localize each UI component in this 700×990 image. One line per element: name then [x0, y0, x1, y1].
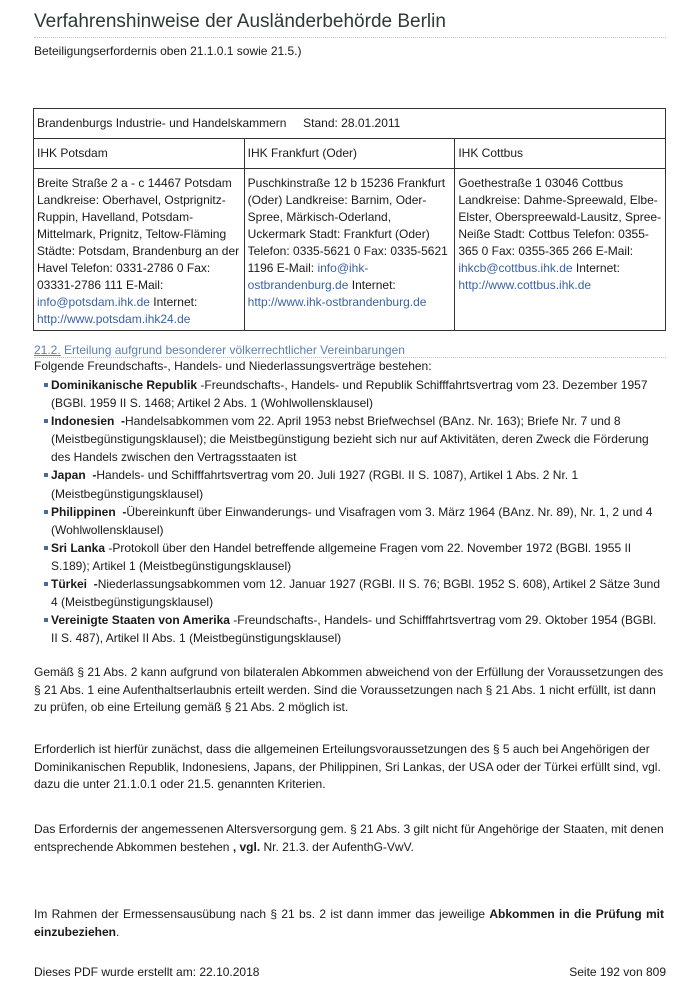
bullet-icon [44, 582, 48, 586]
treaty-text: Übereinkunft über Einwanderungs- und Visafragen vom 3. März 1964 (BAnz. Nr. 89), Nr. 1, 2 und 4 (Wohlwollensklausel) [51, 504, 653, 537]
ihk-table [33, 108, 666, 331]
intro-text: Beteiligungserfordernis oben 21.1.0.1 sowie 21.5.) [34, 44, 302, 58]
treaty-text: Handelsabkommen vom 22. April 1953 nebst Briefwechsel (BAnz. Nr. 163); Briefe Nr. 7 und 8 (Meistbegünstigungsklausel); die Meistbegünstigung bezieht sich nur auf Aktivitäten, deren Zweck die Förderung des Handels zwischen den Vertragsstaaten ist [51, 414, 649, 465]
ihk-cottbus-address: Goethestraße 1 03046 Cottbus Landkreise: Dahme-Spreewald, Elbe-Elster, Oberspreewald-Lausitz, Spree-Neiße Stadt: Cottbus Telefon: 0355-365 0 Fax: 0355-365 266 E-Mail: [458, 176, 662, 258]
ihk-frankfurt-url-link[interactable]: http://www.ihk-ostbrandenburg.de [247, 295, 427, 309]
ihk-cottbus-internet-label: Internet: [572, 261, 620, 275]
page-title: Verfahrenshinweise der Ausländerbehörde Berlin [34, 11, 446, 32]
ihk-frankfurt-internet-label: Internet: [348, 278, 396, 292]
ihk-frankfurt-email-link[interactable]: info@ihk-ostbrandenburg.de [247, 261, 369, 292]
treaty-text: -Freundschafts-, Handels- und Schifffahrtsvertrag vom 29. Oktober 1954 (BGBl. II S. 487), Artikel II Abs. 1 (Meistbegünstigungsklausel) [51, 613, 657, 646]
footer-page-number: Seite 192 von 809 [569, 965, 666, 979]
treaty-country: Dominikanische Republik [51, 378, 198, 392]
ihk-potsdam-email-link[interactable]: info@potsdam.ihk.de [37, 295, 150, 309]
ihk-table-caption-text: Brandenburgs Industrie- und Handelskammern Stand: 28.01.2011 [37, 116, 401, 130]
section-number-link[interactable]: 21.2. [34, 343, 61, 357]
title-divider [34, 37, 666, 38]
ihk-cell-cottbus [455, 169, 666, 331]
paragraph-3-bold: , vgl. [232, 839, 261, 854]
paragraph-1: Gemäß § 21 Abs. 2 kann aufgrund von bilateralen Abkommen abweichend von der Erfüllung der Voraussetzungen des § 21 Abs. 1 eine Aufenthaltserlaubnis erteilt werden. Sind die Voraussetzungen nach § 21 Abs. 1 nicht erfüllt, ist dann zu prüfen, ob eine Erteilung gemäß § 21 Abs. 2 möglich ist. [34, 665, 664, 714]
section-divider [34, 357, 666, 358]
treaty-country: Sri Lanka [51, 540, 106, 555]
treaty-country: Indonesien - [51, 414, 126, 429]
paragraph-2: Erforderlich ist hierfür zunächst, dass die allgemeinen Erteilungsvoraussetzungen des § 5 auch bei Angehörigen der Dominikanischen Republik, Indonesiens, Japans, der Philippinen, Sri Lankas, der USA oder der Türkei erfüllt sind, vgl. dazu die unter 21.1.0.1 oder 21.5. genannten Kriterien. [34, 742, 661, 791]
ihk-frankfurt-address: Puschkinstraße 12 b 15236 Frankfurt (Oder) Landkreise: Barnim, Oder-Spree, Märkisch-Oderland, Uckermark Stadt: Frankfurt (Oder) Telefon: 0335-5621 0 Fax: 0335-5621 1196 E-Mail: [247, 176, 448, 275]
ihk-potsdam-url-link[interactable]: http://www.potsdam.ihk24.de [37, 312, 191, 326]
bullet-icon [44, 618, 48, 622]
ihk-header-cottbus: IHK Cottbus [455, 139, 666, 169]
bullet-icon [44, 546, 48, 550]
treaty-list [44, 376, 660, 647]
paragraph-4-text: Im Rahmen der Ermessensausübung nach § 21 bs. 2 ist dann immer das jeweilige [34, 907, 490, 921]
paragraph-4-tail: . [116, 924, 120, 939]
treaty-text: -Freundschafts-, Handels- und Republik Schifffahrtsvertrag vom 23. Dezember 1957 (BGBl. 1959 II S. 1468; Artikel 2 Abs. 1 (Wohlwollensklausel) [51, 378, 648, 411]
paragraph-4 [34, 906, 664, 941]
ihk-table-caption [34, 109, 666, 139]
section-heading [34, 343, 666, 357]
bullet-icon [44, 419, 48, 423]
ihk-cottbus-url-link[interactable]: http://www.cottbus.ihk.de [458, 278, 592, 292]
ihk-cottbus-email-link[interactable]: ihkcb@cottbus.ihk.de [458, 261, 573, 275]
list-item [44, 611, 660, 647]
paragraph-3 [34, 821, 664, 856]
treaty-text: Niederlassungsabkommen vom 12. Januar 1927 (RGBl. II S. 76; BGBl. 1952 S. 608), Artikel 2 Sätze 3und 4 (Meistbegünstigungsklausel) [51, 577, 660, 610]
list-item [44, 539, 660, 575]
list-item [44, 466, 660, 502]
ihk-cell-potsdam [34, 169, 245, 331]
list-item [44, 503, 660, 539]
footer-created-date: Dieses PDF wurde erstellt am: 22.10.2018 [34, 965, 260, 979]
ihk-potsdam-internet-label: Internet: [149, 295, 198, 309]
treaty-country: Vereinigte Staaten von Amerika [51, 613, 230, 628]
bullet-icon [44, 383, 48, 387]
treaty-country: Türkei - [51, 577, 98, 592]
treaty-country: Philippinen - [51, 504, 127, 519]
ihk-header-potsdam: IHK Potsdam [34, 139, 245, 169]
list-item [44, 376, 660, 412]
list-item [44, 412, 660, 466]
list-item [44, 575, 660, 611]
ihk-cell-frankfurt [244, 169, 455, 331]
paragraph-4-bold: Abkommen in die Prüfung mit einzubeziehen [34, 907, 665, 939]
section-title: Erteilung aufgrund besonderer völkerrechtlicher Vereinbarungen [60, 343, 405, 357]
paragraph-3-tail: Nr. 21.3. der AufenthG-VwV. [260, 839, 414, 854]
bullet-icon [44, 510, 48, 514]
treaty-country: Japan - [51, 468, 97, 483]
section-lead: Folgende Freundschafts-, Handels- und Niederlassungsverträge bestehen: [34, 359, 432, 373]
ihk-header-frankfurt: IHK Frankfurt (Oder) [244, 139, 455, 169]
ihk-potsdam-address: Breite Straße 2 a - c 14467 Potsdam Landkreise: Oberhavel, Ostprignitz-Ruppin, Havelland, Potsdam-Mittelmark, Prignitz, Teltow-Fläming Städte: Potsdam, Brandenburg an der Havel Telefon: 0331-2786 0 Fax: 03331-2786 111 E-Mail: [37, 176, 240, 292]
treaty-text: -Protokoll über den Handel betreffende allgemeine Fragen vom 22. November 1972 (BGBl. 1955 II S.189); Artikel 1 (Meistbegünstigungsklausel) [51, 540, 632, 573]
paragraph-3-text: Das Erfordernis der angemessenen Altersversorgung gem. § 21 Abs. 3 gilt nicht für Angehörige der Staaten, mit denen entsprechende Abkommen bestehen [34, 822, 664, 854]
bullet-icon [44, 473, 48, 477]
treaty-text: Handels- und Schifffahrtsvertrag vom 20. Juli 1927 (RGBl. II S. 1087), Artikel 1 Abs. 2 Nr. 1 (Meistbegünstigungsklausel) [51, 468, 579, 501]
